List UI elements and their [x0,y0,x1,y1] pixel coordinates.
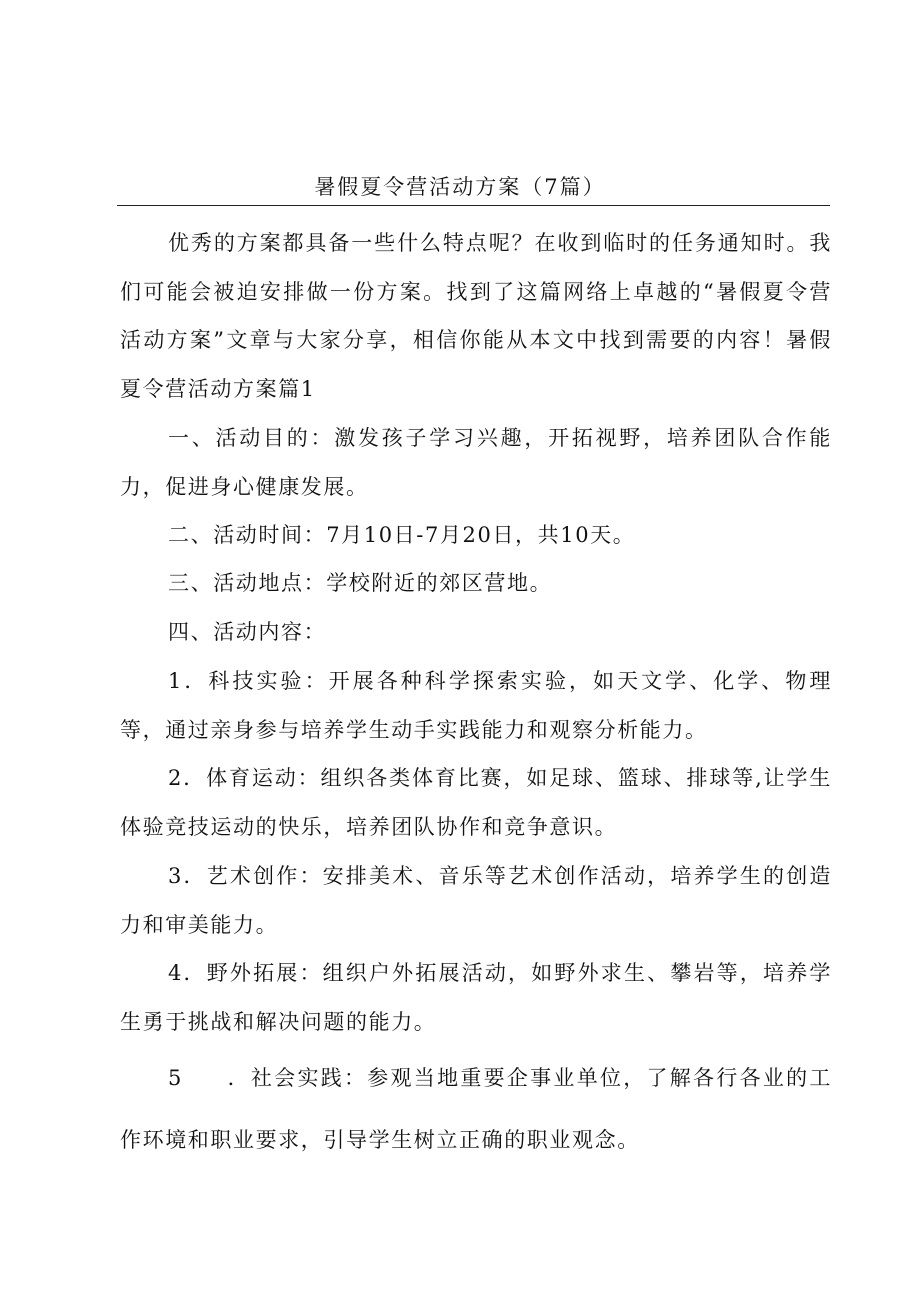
list-item-outdoor: 4．野外拓展：组织户外拓展活动，如野外求生、攀岩等，培养学生勇于挑战和解决问题的能力。 [120,961,832,1034]
list-item-number: 5 [168,1066,183,1090]
list-item-social [120,1047,832,1171]
section-content: 四、活动内容： [168,620,327,644]
intro-paragraph: 优秀的方案都具备一些什么特点呢？在收到临时的任务通知时。我们可能会被迫安排做一份方案。找到了这篇网络上卓越的“暑假夏令营活动方案”文章与大家分享，相信你能从本文中找到需要的内容！暑假夏令营活动方案篇1 [120,231,832,402]
document-title: 暑假夏令营活动方案（7篇） [314,175,606,199]
list-item-art: 3．艺术创作：安排美术、音乐等艺术创作活动，培养学生的创造力和审美能力。 [120,864,832,937]
list-item-science: 1．科技实验：开展各种科学探索实验，如天文学、化学、物理等，通过亲身参与培养学生动手实践能力和观察分析能力。 [120,669,832,742]
section-time: 二、活动时间：7月10日-7月20日，共10天。 [168,523,636,547]
list-item-text: ．社会实践：参观当地重要企事业单位，了解各行各业的工作环境和职业要求，引导学生树立正确的职业观念。 [120,1066,832,1152]
list-item-sports: 2．体育运动：组织各类体育比赛，如足球、篮球、排球等,让学生体验竞技运动的快乐，培养团队协作和竞争意识。 [120,766,832,839]
section-location: 三、活动地点：学校附近的郊区营地。 [168,571,553,595]
section-purpose: 一、活动目的：激发孩子学习兴趣，开拓视野，培养团队合作能力，促进身心健康发展。 [120,426,832,499]
title-underline [117,205,830,206]
